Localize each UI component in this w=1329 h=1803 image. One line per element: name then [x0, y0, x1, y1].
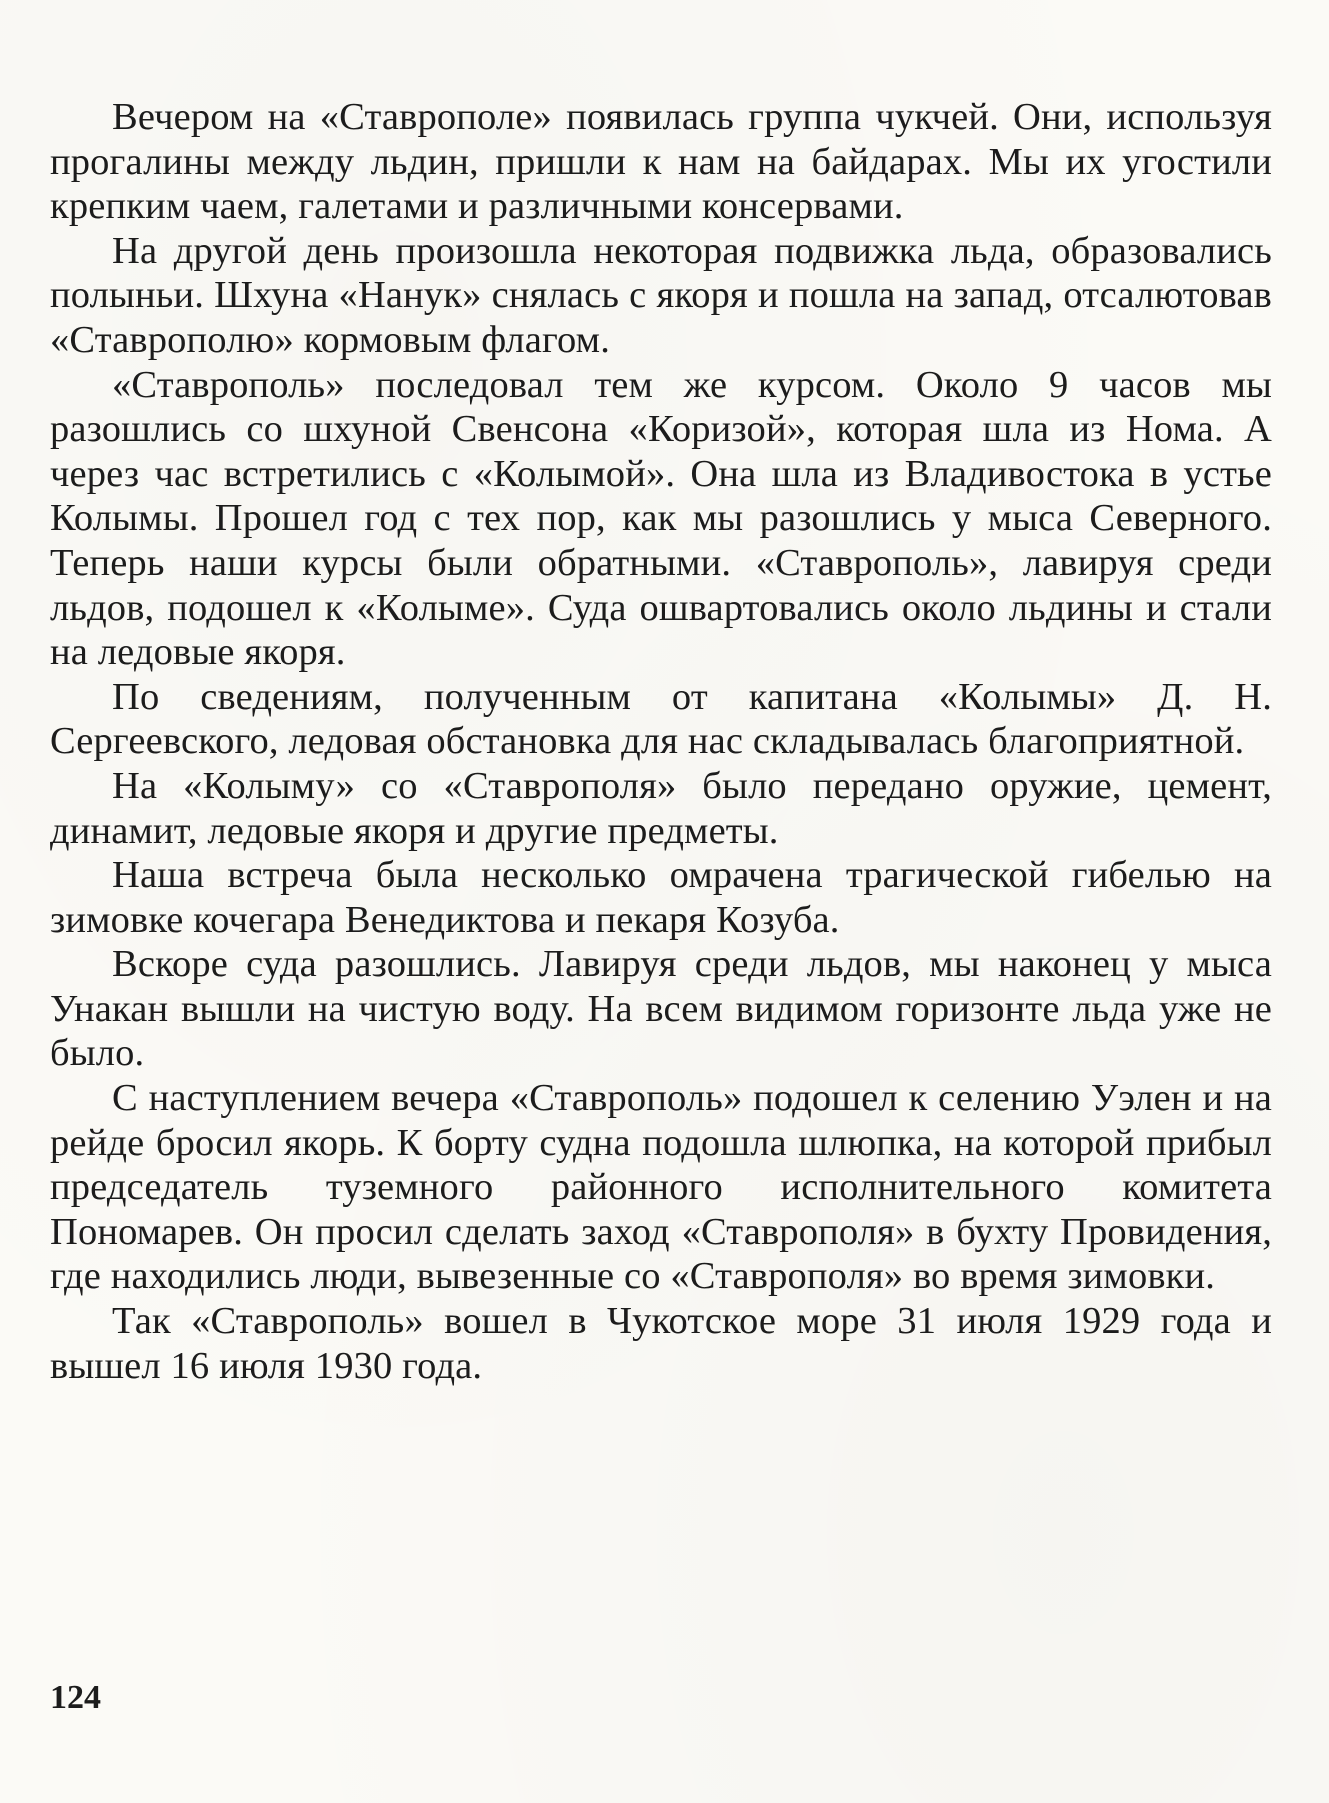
paragraph-6: Наша встреча была несколько омрачена трагической гибелью на зимовке кочегара Венедиктова и пекаря Козуба.	[50, 854, 1272, 941]
paragraph-3: «Ставрополь» последовал тем же курсом. Около 9 часов мы разошлись со шхуной Свенсона «Коризой», которая шла из Нома. А через час встретились с «Колымой». Она шла из Владивостока в устье Колымы. Прошел год с тех пор, как мы разошлись у мыса Северного. Теперь наши курсы были обратными. «Ставрополь», лавируя среди льдов, подошел к «Колыме». Суда ошвартовались около льдины и стали на ледовые якоря.	[50, 363, 1272, 674]
paragraph-7: Вскоре суда разошлись. Лавируя среди льдов, мы наконец у мыса Унакан вышли на чистую воду. На всем видимом горизонте льда уже не было.	[50, 943, 1272, 1075]
paragraph-5: На «Колыму» со «Ставрополя» было передано оружие, цемент, динамит, ледовые якоря и другие предметы.	[50, 764, 1272, 852]
paragraph-1: Вечером на «Ставрополе» появилась группа чукчей. Они, используя прогалины между льдин, пришли к нам на байдарах. Мы их угостили крепким чаем, галетами и различными консервами.	[50, 96, 1272, 228]
paragraph-2: На другой день произошла некоторая подвижка льда, образовались полыньи. Шхуна «Нанук» снялась с якоря и пошла на запад, отсалютовав «Ставрополю» кормовым флагом.	[50, 229, 1272, 361]
page-body-text	[50, 95, 1272, 1388]
page-number: 124	[50, 1679, 101, 1716]
paragraph-9: Так «Ставрополь» вошел в Чукотское море 31 июля 1929 года и вышел 16 июля 1930 года.	[50, 1300, 1272, 1387]
paragraph-4: По сведениям, полученным от капитана «Колымы» Д. Н. Сергеевского, ледовая обстановка для нас складывалась благоприятной.	[50, 675, 1272, 763]
paragraph-8: С наступлением вечера «Ставрополь» подошел к селению Уэлен и на рейде бросил якорь. К борту судна подошла шлюпка, на которой прибыл председатель туземного районного исполнительного комитета Пономарев. Он просил сделать заход «Ставрополя» в бухту Провидения, где находились люди, вывезенные со «Ставрополя» во время зимовки.	[50, 1077, 1272, 1298]
